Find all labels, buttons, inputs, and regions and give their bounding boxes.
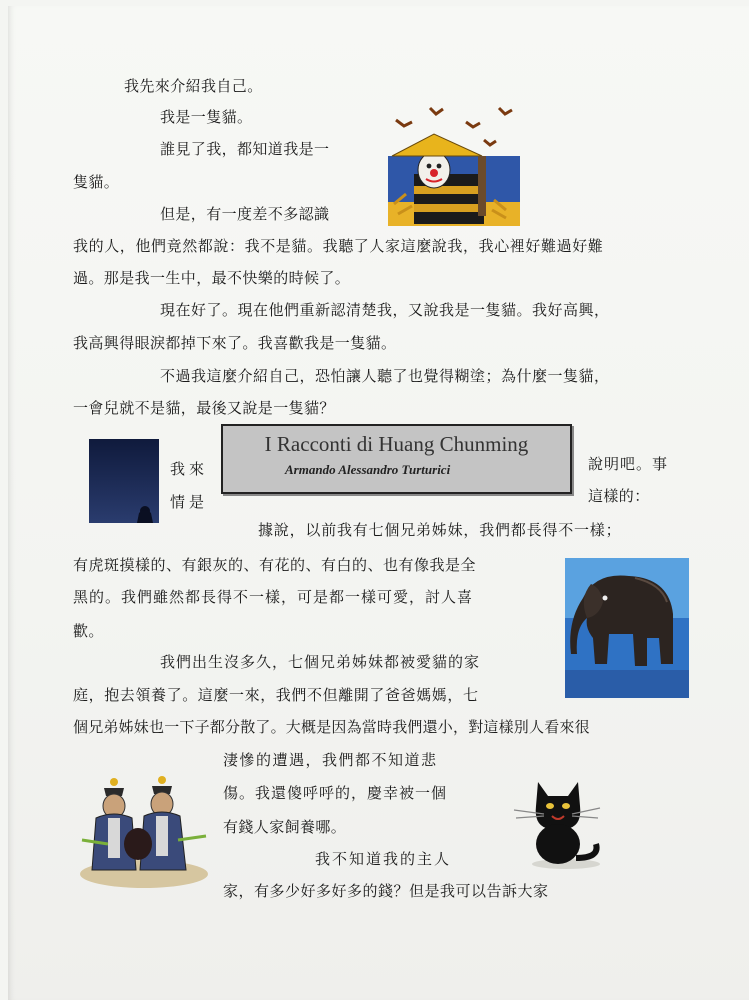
text-line: 我高興得眼淚都掉下來了。我喜歡我是一隻貓。: [73, 334, 397, 352]
guards-illustration: [78, 774, 210, 888]
text-line: 我先來介紹我自己。: [124, 77, 263, 95]
text-line: 這樣的：: [588, 487, 650, 505]
book-title: I Racconti di Huang Chunming: [264, 432, 529, 456]
text-line: 過。那是我一生中，最不快樂的時候了。: [73, 269, 351, 287]
scarecrow-illustration: [374, 104, 524, 228]
text-line: 我來: [170, 460, 209, 478]
text-line: 我的人，他們竟然都說：我不是貓。我聽了人家這麼說我，我心裡好難過好難: [73, 237, 604, 255]
text-line: 現在好了。現在他們重新認清楚我，又說我是一隻貓。我好高興，: [160, 301, 610, 319]
text-line: 據說，以前我有七個兄弟姊妹，我們都長得不一樣；: [258, 521, 622, 539]
text-line: 隻貓。: [73, 173, 120, 191]
text-line: 黑的。我們雖然都長得不一樣，可是都一樣可愛，討人喜: [73, 588, 474, 606]
text-line: 不過我這麼介紹自己，恐怕讓人聽了也覺得糊塗；為什麼一隻貓，: [160, 367, 610, 385]
text-line: 有錢人家飼養哪。: [223, 818, 347, 836]
text-line: 歡。: [73, 622, 104, 640]
text-line: 淒慘的遭遇，我們都不知道悲: [223, 751, 438, 769]
book-title-box: [221, 424, 572, 494]
elephant-illustration: [565, 558, 689, 698]
text-line: 傷。我還傻呼呼的，慶幸被一個: [223, 784, 448, 802]
black-cat-illustration: [510, 774, 606, 870]
text-line: 一會兒就不是貓，最後又說是一隻貓？: [73, 399, 335, 417]
book-author: Armando Alessandro Turturici: [285, 462, 451, 477]
text-line: 我們出生沒多久，七個兄弟姊妹都被愛貓的家: [160, 653, 481, 671]
text-line: 我是一隻貓。: [160, 108, 253, 126]
text-line: 說明吧。事: [588, 455, 669, 473]
text-line: 但是，有一度差不多認識: [160, 205, 330, 223]
text-line: 有虎斑摸樣的、有銀灰的、有花的、有白的、也有像我是全: [73, 556, 477, 574]
text-line: 情是: [170, 493, 209, 511]
text-line: 我不知道我的主人: [315, 850, 452, 868]
night-figure-illustration: [89, 439, 159, 523]
text-line: 家，有多少好多好多的錢？但是我可以告訴大家: [223, 882, 549, 900]
text-line: 庭，抱去領養了。這麼一來，我們不但離開了爸爸媽媽，七: [73, 686, 479, 704]
text-line: 誰見了我，都知道我是一: [160, 140, 330, 158]
text-line: 個兄弟姊妹也一下子都分散了。大概是因為當時我們還小，對這樣別人看來很: [73, 718, 590, 736]
